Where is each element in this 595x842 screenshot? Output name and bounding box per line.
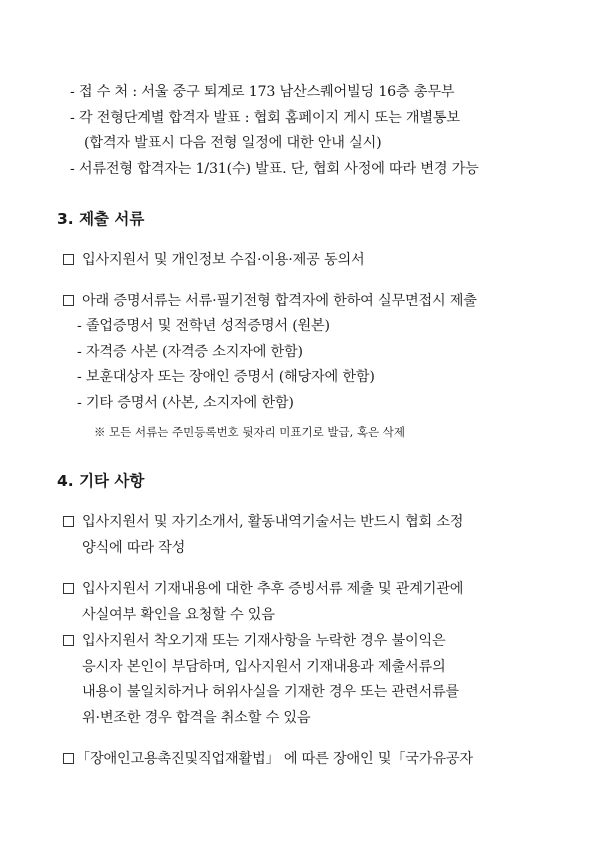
other-item-3-line-4: 위·변조한 경우 합격을 취소할 수 있음 xyxy=(82,710,311,726)
submission-sub-item-4: - 기타 증명서 (사본, 소지자에 한함) xyxy=(77,395,294,411)
other-item-1-line-1: 입사지원서 및 자기소개서, 활동내역기술서는 반드시 협회 소정 xyxy=(82,514,464,530)
document-screening-result-line: - 서류전형 합격자는 1/31(수) 발표. 단, 협회 사정에 따라 변경 가능 xyxy=(70,161,479,177)
announcement-line: - 각 전형단계별 합격자 발표 : 협회 홈페이지 게시 또는 개별통보 xyxy=(70,110,460,126)
checkbox-icon xyxy=(63,516,74,527)
submission-sub-item-1: - 졸업증명서 및 전학년 성적증명서 (원본) xyxy=(77,318,330,334)
checkbox-icon xyxy=(63,254,74,265)
submission-item-2 xyxy=(63,291,477,311)
other-item-1 xyxy=(63,512,463,532)
other-item-4-line-1: 「장애인고용촉진및직업재활법」 에 따른 장애인 및「국가유공자 xyxy=(76,751,473,767)
other-item-3-line-3: 내용이 불일치하거나 허위사실을 기재한 경우 또는 관련서류를 xyxy=(82,684,459,700)
submission-item-1-text: 입사지원서 및 개인정보 수집·이용·제공 동의서 xyxy=(82,252,365,268)
submission-note: ※ 모든 서류는 주민등록번호 뒷자리 미표기로 발급, 혹은 삭제 xyxy=(94,425,406,439)
submission-item-1 xyxy=(63,250,364,270)
checkbox-icon xyxy=(63,295,74,306)
other-item-3 xyxy=(63,631,446,651)
submission-sub-item-3: - 보훈대상자 또는 장애인 증명서 (해당자에 한함) xyxy=(77,369,375,385)
other-item-2 xyxy=(63,579,463,599)
announcement-note-line: (합격자 발표시 다음 전형 일정에 대한 안내 실시) xyxy=(84,135,382,151)
other-item-2-line-2: 사실여부 확인을 요청할 수 있음 xyxy=(82,607,275,623)
checkbox-icon xyxy=(63,635,74,646)
checkbox-icon xyxy=(63,583,74,594)
other-item-2-line-1: 입사지원서 기재내용에 대한 추후 증빙서류 제출 및 관계기관에 xyxy=(82,581,464,597)
other-item-1-line-2: 양식에 따라 작성 xyxy=(82,540,186,556)
checkbox-icon xyxy=(63,753,74,764)
other-item-3-line-1: 입사지원서 착오기재 또는 기재사항을 누락한 경우 불이익은 xyxy=(82,633,446,649)
other-item-4 xyxy=(63,749,473,769)
other-item-3-line-2: 응시자 본인이 부담하며, 입사지원서 기재내용과 제출서류의 xyxy=(82,659,446,675)
section-4-heading: 4. 기타 사항 xyxy=(57,472,145,490)
section-3-heading: 3. 제출 서류 xyxy=(57,210,145,228)
submission-sub-item-2: - 자격증 사본 (자격증 소지자에 한함) xyxy=(77,344,303,360)
reception-location-line: - 접 수 처 : 서울 중구 퇴계로 173 남산스퀘어빌딩 16층 총무부 xyxy=(70,84,455,100)
submission-item-2-text: 아래 증명서류는 서류·필기전형 합격자에 한하여 실무면접시 제출 xyxy=(82,293,477,309)
